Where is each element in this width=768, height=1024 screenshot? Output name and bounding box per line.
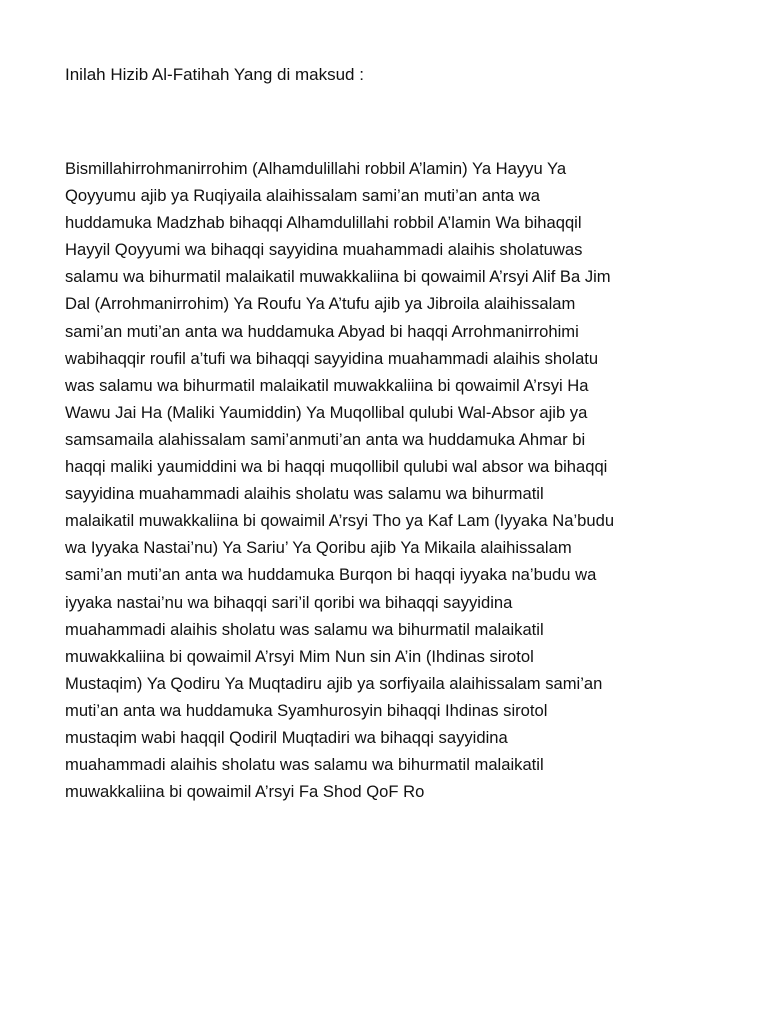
body-line: malaikatil muwakkaliina bi qowaimil A’rsyi Tho ya Kaf Lam (Iyyaka Na’budu: [65, 511, 615, 531]
body-line: iyyaka nastai’nu wa bihaqqi sari’il qoribi wa bihaqqi sayyidina: [65, 592, 513, 612]
body-line: muwakkaliina bi qowaimil A’rsyi Fa Shod QoF Ro: [65, 782, 425, 802]
body-line: wabihaqqir roufil a’tufi wa bihaqqi sayyidina muahammadi alaihis sholatu: [65, 348, 599, 368]
body-line: muwakkaliina bi qowaimil A’rsyi Mim Nun sin A’in (Ihdinas sirotol: [65, 646, 534, 666]
body-line: salamu wa bihurmatil malaikatil muwakkaliina bi qowaimil A’rsyi Alif Ba Jim: [65, 267, 611, 287]
body-line: sami’an muti’an anta wa huddamuka Abyad bi haqqi Arrohmanirrohimi: [65, 321, 579, 341]
document-body: [65, 155, 725, 805]
body-line: Mustaqim) Ya Qodiru Ya Muqtadiru ajib ya sorfiyaila alaihissalam sami’an: [65, 673, 603, 693]
body-line: mustaqim wabi haqqil Qodiril Muqtadiri wa bihaqqi sayyidina: [65, 727, 508, 747]
body-line: huddamuka Madzhab bihaqqi Alhamdulillahi robbil A’lamin Wa bihaqqil: [65, 213, 582, 233]
document-heading: Inilah Hizib Al-Fatihah Yang di maksud :: [65, 65, 364, 84]
body-line: Dal (Arrohmanirrohim) Ya Roufu Ya A’tufu ajib ya Jibroila alaihissalam: [65, 294, 576, 314]
body-line: muahammadi alaihis sholatu was salamu wa bihurmatil malaikatil: [65, 755, 544, 775]
body-line: sayyidina muahammadi alaihis sholatu was salamu wa bihurmatil: [65, 484, 544, 504]
body-line: Hayyil Qoyyumi wa bihaqqi sayyidina muahammadi alaihis sholatuwas: [65, 240, 583, 260]
body-line: was salamu wa bihurmatil malaikatil muwakkaliina bi qowaimil A’rsyi Ha: [65, 375, 589, 395]
body-line: Qoyyumu ajib ya Ruqiyaila alaihissalam sami’an muti’an anta wa: [65, 186, 540, 206]
body-line: Bismillahirrohmanirrohim (Alhamdulillahi robbil A’lamin) Ya Hayyu Ya: [65, 159, 567, 178]
body-line: samsamaila alahissalam sami’anmuti’an anta wa huddamuka Ahmar bi: [65, 429, 586, 449]
body-line: wa Iyyaka Nastai’nu) Ya Sariu’ Ya Qoribu ajib Ya Mikaila alaihissalam: [65, 538, 572, 558]
body-line: haqqi maliki yaumiddini wa bi haqqi muqollibil qulubi wal absor wa bihaqqi: [65, 457, 608, 477]
body-line: Wawu Jai Ha (Maliki Yaumiddin) Ya Muqollibal qulubi Wal-Absor ajib ya: [65, 402, 588, 422]
body-line: muti’an anta wa huddamuka Syamhurosyin bihaqqi Ihdinas sirotol: [65, 700, 548, 720]
body-line: muahammadi alaihis sholatu was salamu wa bihurmatil malaikatil: [65, 619, 544, 639]
body-line: sami’an muti’an anta wa huddamuka Burqon bi haqqi iyyaka na’budu wa: [65, 565, 597, 585]
